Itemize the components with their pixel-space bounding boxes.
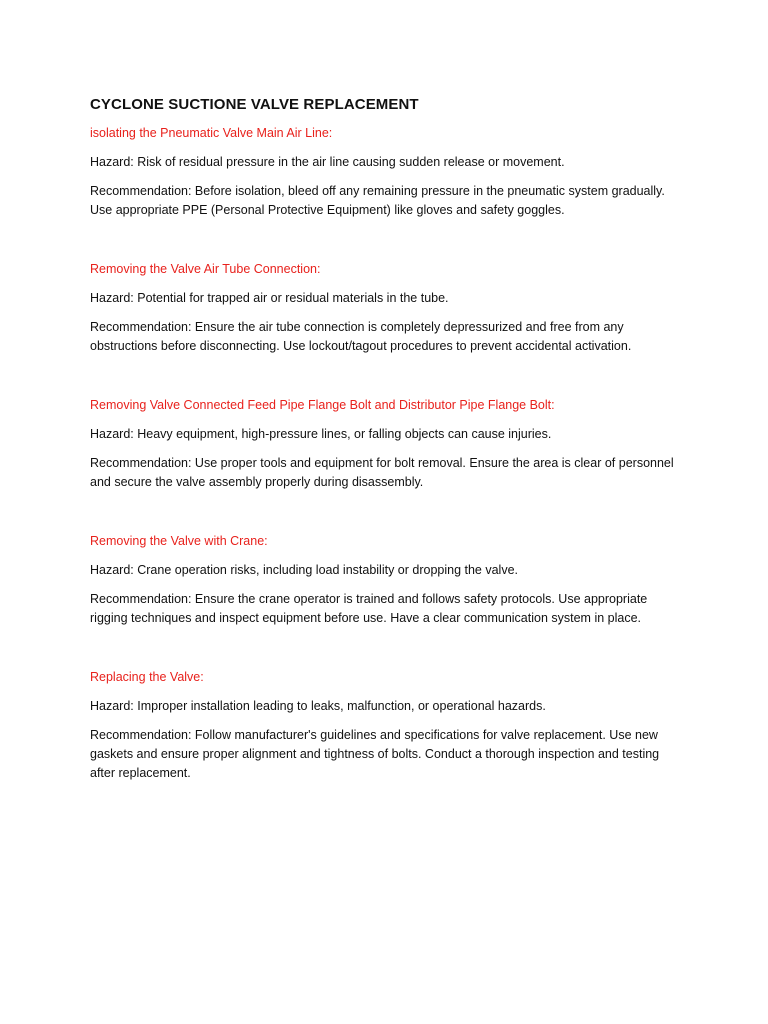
recommendation-text: Recommendation: Ensure the crane operator is trained and follows safety protocols. Use appropriate rigging techniques and inspect equipment before use. Have a clear communication system in place. xyxy=(90,592,648,625)
section-heading: Removing the Valve Air Tube Connection: xyxy=(90,262,321,276)
section-removing-air-tube xyxy=(90,260,678,356)
section-replacing-valve xyxy=(90,668,678,783)
section-heading: isolating the Pneumatic Valve Main Air Line: xyxy=(90,126,333,140)
hazard-text: Hazard: Improper installation leading to leaks, malfunction, or operational hazards. xyxy=(90,699,546,713)
recommendation-text: Recommendation: Before isolation, bleed off any remaining pressure in the pneumatic system gradually. Use appropriate PPE (Personal Protective Equipment) like gloves and safety goggles. xyxy=(90,184,665,217)
hazard-text: Hazard: Risk of residual pressure in the air line causing sudden release or movement. xyxy=(90,155,565,169)
recommendation-text: Recommendation: Follow manufacturer's guidelines and specifications for valve replacement. Use new gaskets and ensure proper alignment and tightness of bolts. Conduct a thorough inspection and testing after replacement. xyxy=(90,728,660,780)
recommendation-text: Recommendation: Ensure the air tube connection is completely depressurized and free from any obstructions before disconnecting. Use lockout/tagout procedures to prevent accidental activation. xyxy=(90,320,632,353)
section-removing-valve-crane xyxy=(90,532,678,628)
hazard-text: Hazard: Heavy equipment, high-pressure lines, or falling objects can cause injuries. xyxy=(90,427,552,441)
section-heading: Removing the Valve with Crane: xyxy=(90,534,268,548)
section-isolating-air-line xyxy=(90,124,678,220)
section-heading: Removing Valve Connected Feed Pipe Flange Bolt and Distributor Pipe Flange Bolt: xyxy=(90,398,555,412)
section-heading: Replacing the Valve: xyxy=(90,670,204,684)
recommendation-text: Recommendation: Use proper tools and equipment for bolt removal. Ensure the area is clear of personnel and secure the valve assembly properly during disassembly. xyxy=(90,456,674,489)
section-removing-flange-bolts xyxy=(90,396,678,492)
hazard-text: Hazard: Crane operation risks, including load instability or dropping the valve. xyxy=(90,563,519,577)
hazard-text: Hazard: Potential for trapped air or residual materials in the tube. xyxy=(90,291,449,305)
document-title: CYCLONE SUCTIONE VALVE REPLACEMENT xyxy=(90,96,419,113)
